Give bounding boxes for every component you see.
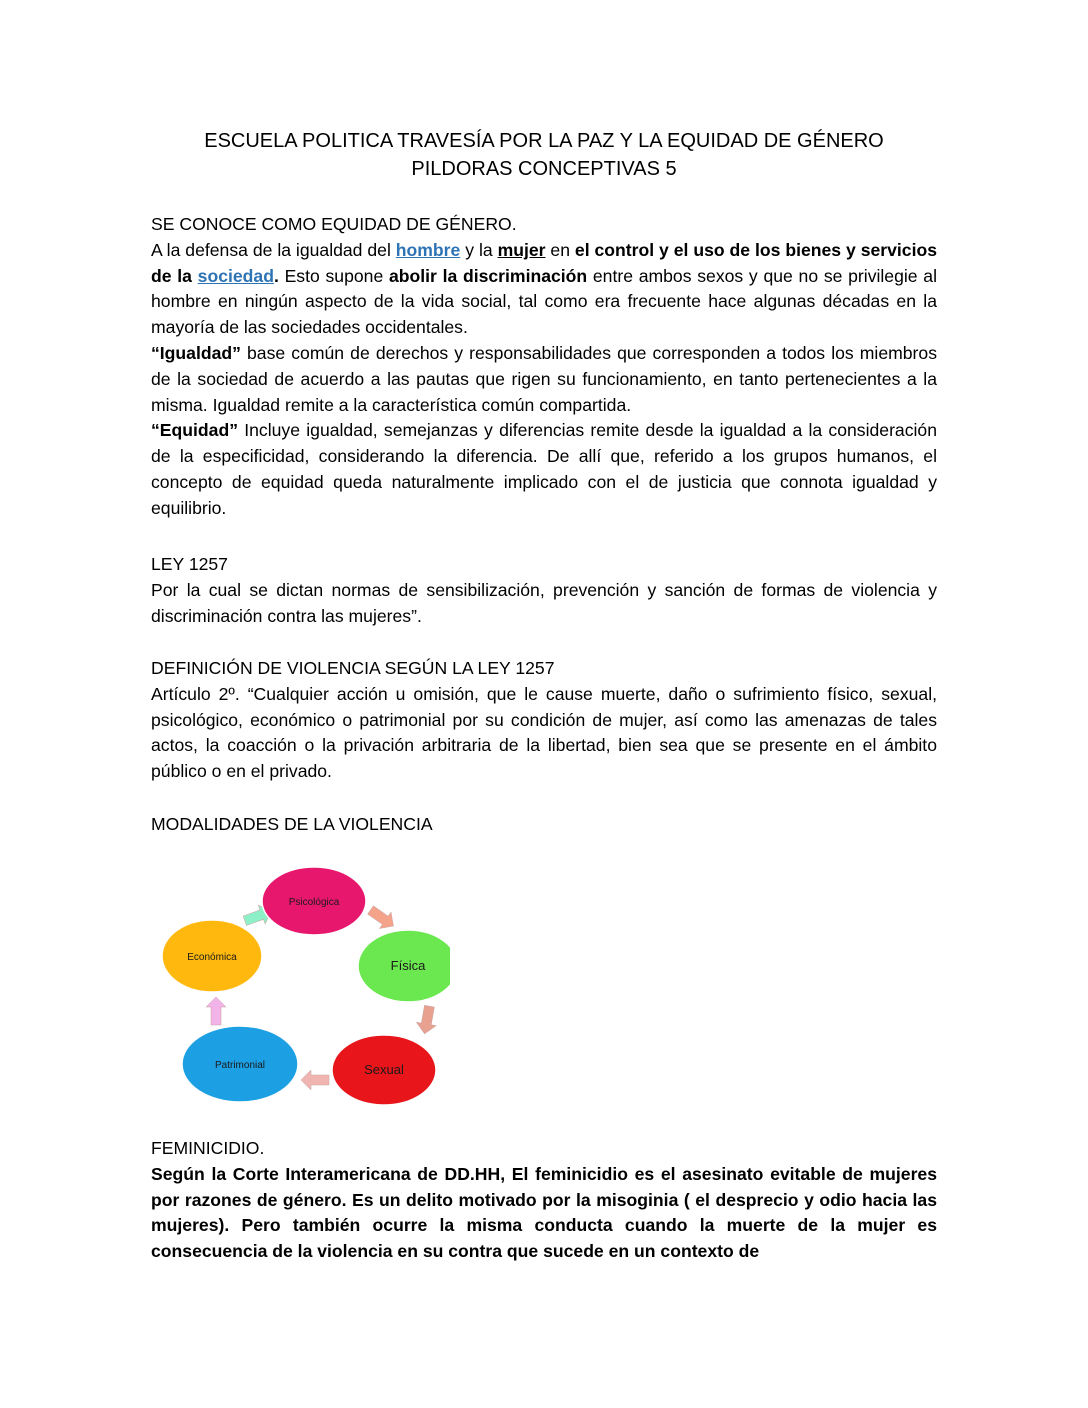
section-feminicidio xyxy=(151,1136,937,1265)
section-heading: DEFINICIÓN DE VIOLENCIA SEGÚN LA LEY 1257 xyxy=(151,658,555,678)
bold-text: abolir la discriminación xyxy=(388,265,588,286)
section-heading: MODALIDADES DE LA VIOLENCIA xyxy=(151,814,433,834)
link-sociedad[interactable]: sociedad xyxy=(197,265,274,286)
bold-text: el control y el uso de los bienes y servicios de la xyxy=(151,239,937,286)
violence-cycle-diagram xyxy=(150,858,450,1118)
cycle-node-psicologica xyxy=(262,867,366,935)
section-heading: SE CONOCE COMO EQUIDAD DE GÉNERO. xyxy=(151,214,517,234)
section-modalidades xyxy=(151,812,937,838)
cycle-node-sexual xyxy=(332,1035,436,1105)
document-title: ESCUELA POLITICA TRAVESÍA POR LA PAZ Y LA EQUIDAD DE GÉNERO xyxy=(204,130,884,152)
paragraph-equidad-definition xyxy=(151,238,937,341)
cycle-node-label: Física xyxy=(390,958,426,973)
paragraph-ley: Por la cual se dictan normas de sensibilización, prevención y sanción de formas de violencia y discriminación contra las mujeres”. xyxy=(151,579,937,626)
paragraph-equidad xyxy=(151,418,937,521)
link-mujer[interactable]: mujer xyxy=(497,239,546,260)
paragraph-definicion: Artículo 2º. “Cualquier acción u omisión, que le cause muerte, daño o sufrimiento físico, sexual, psicológico, económico o patrimonial por su condición de mujer, así como las amenazas de tales actos, la coacción o la privación arbitraria de la libertad, bien sea que se presente en el ámbito público o en el privado. xyxy=(151,683,937,782)
text-run: en xyxy=(545,239,575,260)
link-hombre[interactable]: hombre xyxy=(395,239,461,260)
text-run: y la xyxy=(460,239,498,260)
bold-term: “Igualdad” xyxy=(151,342,241,363)
cycle-node-label: Sexual xyxy=(364,1062,404,1077)
cycle-diagram-svg xyxy=(150,858,450,1118)
cycle-arrow xyxy=(301,1070,329,1090)
paragraph-igualdad xyxy=(151,341,937,418)
cycle-arrow xyxy=(415,1004,440,1035)
cycle-node-label: Económica xyxy=(187,952,237,963)
section-definicion xyxy=(151,656,937,785)
text-run: base común de derechos y responsabilidades que corresponden a todos los miembros de la sociedad de acuerdo a las pautas que rigen su funcionamiento, en tanto pertenecientes a la misma. Igualdad remite a la característica común compartida. xyxy=(151,342,937,415)
section-heading: LEY 1257 xyxy=(151,554,228,574)
cycle-node-label: Psicológica xyxy=(288,897,340,908)
cycle-node-label: Patrimonial xyxy=(214,1060,266,1071)
text-run: A la defensa de la igualdad del xyxy=(151,239,396,260)
text-run: Incluye igualdad, semejanzas y diferencias remite desde la igualdad a la consideración de la especificidad, considerando la diferencia. De allí que, referido a los grupos humanos, el concepto de equidad queda naturalmente implicado con el de justicia que connota igualdad y equilibrio. xyxy=(151,420,937,518)
cycle-arrow xyxy=(365,902,399,934)
cycle-arrow xyxy=(206,997,226,1025)
cycle-node-patrimonial xyxy=(182,1026,298,1102)
text-run: entre ambos sexos y que no se privilegie al hombre en ningún aspecto de la vida social, tal como era frecuente hace algunas décadas en la mayoría de las sociedades occidentales. xyxy=(151,265,937,338)
document-subtitle: PILDORAS CONCEPTIVAS 5 xyxy=(411,158,677,180)
section-ley xyxy=(151,552,937,629)
cycle-node-economica xyxy=(162,920,262,992)
bold-term: “Equidad” xyxy=(151,420,238,441)
paragraph-feminicidio: Según la Corte Interamericana de DD.HH, El feminicidio es el asesinato evitable de mujeres por razones de género. Es un delito motivado por la misoginia ( el desprecio y odio hacia las mujeres). Pero también ocurre la misma conducta cuando la muerte de la mujer es consecuencia de la violencia en su contra que sucede en un contexto de xyxy=(151,1163,937,1262)
cycle-node-fisica xyxy=(358,930,450,1002)
text-run: Esto supone xyxy=(278,265,389,286)
section-equidad xyxy=(151,212,937,522)
section-heading: FEMINICIDIO. xyxy=(151,1138,265,1158)
bold-text: . xyxy=(273,265,279,286)
